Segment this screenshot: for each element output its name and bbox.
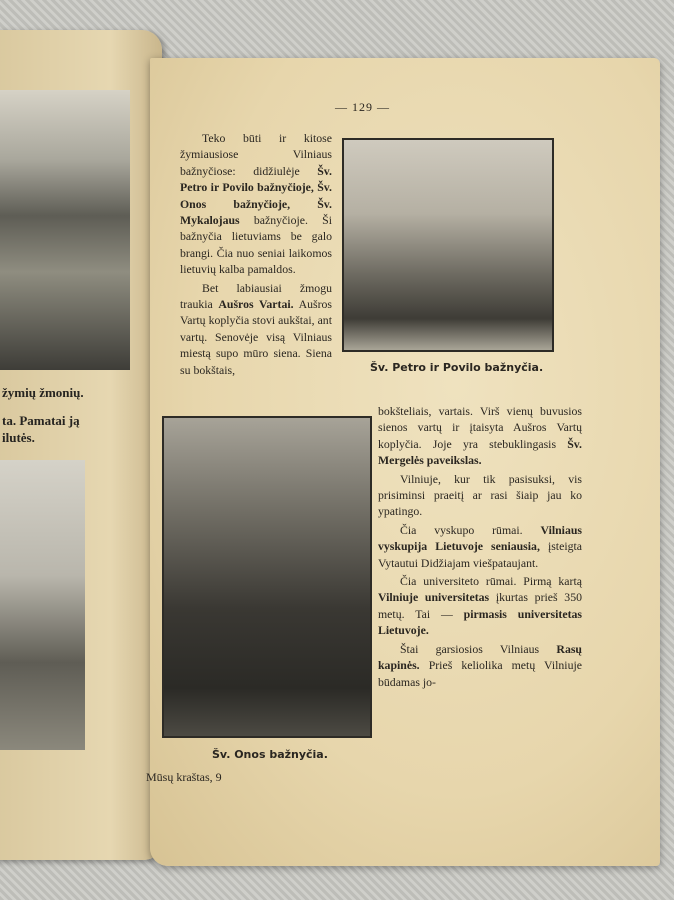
left-page — [0, 30, 162, 860]
left-page-line: ilutės. — [2, 430, 35, 445]
paragraph: Vilniuje, kur tik pasisuksi, vis prisiminsi praeitį ar rasi šiaip jau ko ypatingo. — [378, 471, 582, 519]
paragraph: Bet labiausiai žmogu traukia Aušros Vartai. Aušros Vartų koplyčia stovi aukštai, ant vartų. Senovėje visą Vilniaus miestą supo mūro siena. Siena su bokštais, — [180, 280, 333, 377]
text-column-left — [180, 130, 332, 378]
onos-photo — [162, 416, 372, 738]
left-page-line: ta. Pamatai ją — [2, 413, 80, 428]
landscape-photo — [0, 90, 130, 370]
paragraph: Čia universiteto rūmai. Pirmą kartą Vilniuje universitetas įkurtas prieš 350 metų. Tai — pirmasis universitetas Lietuvoje. — [378, 574, 583, 638]
caption-onos: Šv. Onos bažnyčia. — [212, 748, 328, 761]
paragraph: Čia vyskupo rūmai. Vilniaus vyskupija Lietuvoje seniausia, įsteigta Vytautui Didžiajam viešpataujant. — [378, 522, 583, 570]
paragraph: Štai garsiosios Vilniaus Rasų kapinės. Prieš keliolika metų Vilniuje būdamas jo- — [378, 641, 582, 689]
left-page-line: žymių žmonių. — [2, 385, 84, 400]
paragraph: Teko būti ir kitose žymiausiose Vilniaus bažnyčiose: didžiulėje Šv. Petro ir Povilo bažnyčioje, Šv. Onos bažnyčioje, Šv. Mykalojaus bažnyčioje. Ši bažnyčia lietuviams be galo brangi. Čia nuo seniai laikomos lietuvių kalba pamaldos. — [180, 131, 332, 277]
caption-petro: Šv. Petro ir Povilo bažnyčia. — [370, 361, 544, 374]
paragraph: bokšteliais, vartais. Virš vienų buvusios sienos vartų ir įtaisyta Aušros Vartų koplyčia. Joje yra stebuklingasis Šv. Mergelės paveikslas. — [378, 404, 582, 468]
church-photo — [0, 460, 85, 750]
petro-povilo-photo — [342, 138, 554, 352]
book-page: — 129 — Teko būti ir kitose žymiausiose Vilniaus bažnyčiose: didžiulėje Šv. Petro ir Povilo bažnyčioje, Šv. Onos bažnyčioje, Šv. Mykalojaus bažnyčioje. Ši bažnyčia lietuviams be galo brangi. Čia nuo seniai laikomos lietuvių kalba pamaldos. Bet labiausiai žmogu traukia Aušros Vartai. Aušros Vartų koplyčia stovi aukštai, ant vartų. Senovėje visą Vilniaus miestą supo mūro siena. Siena su bokštais, Šv. Petro ir Povilo bažnyčia. Šv. Onos bažnyčia. bokšteliais, vartais. Virš vienų buvusios sienos vartų ir įtaisyta Aušros Vartų koplyčia. Joje yra stebuklingasis Šv. Mergelės paveikslas. Vilniuje, kur tik pasisuksi, vis prisiminsi praeitį ar rasi šiaip jau ko ypatingo. Čia vyskupo rūmai. Vilniaus vyskupija Lietuvoje seniausia, įsteigta Vytautui Didžiajam viešpataujant. Čia universiteto rūmai. Pirmą kartą Vilniuje universitetas įkurtas prieš 350 metų. Tai — pirmasis universitetas Lietuvoje. Štai garsiosios Vilniaus Rasų kapinės. Prieš keliolika metų Vilniuje būdamas jo- Mūsų kraštas, 9 — [150, 58, 660, 866]
page-number: — 129 — — [335, 100, 390, 114]
text-column-right — [378, 403, 582, 690]
